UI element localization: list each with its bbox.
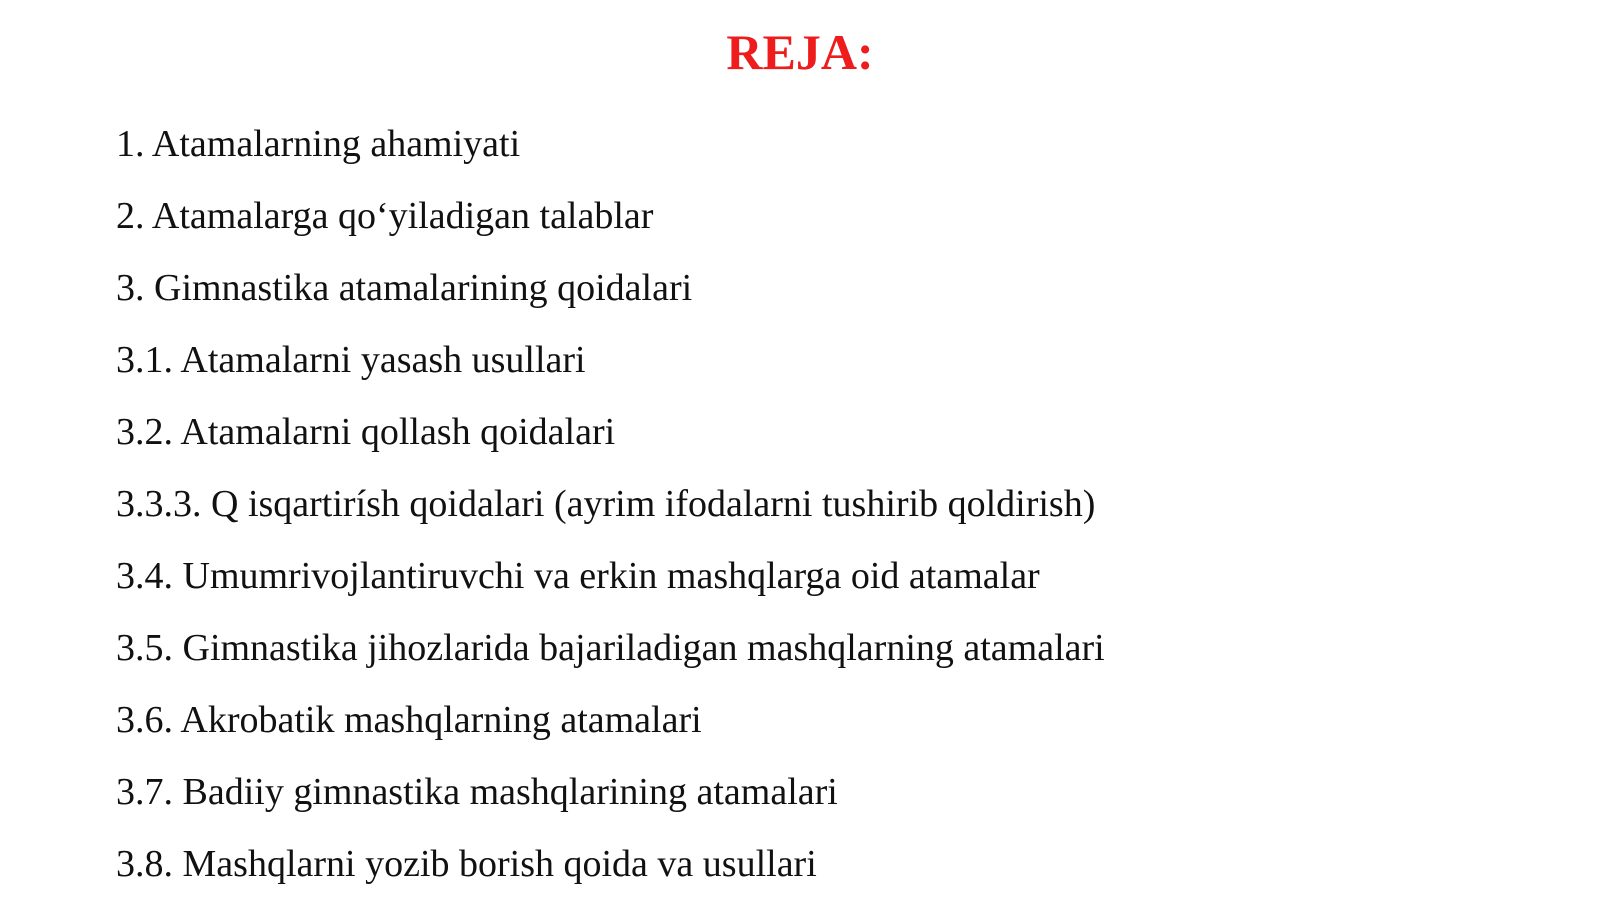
plan-item: 3.8. Mashqlarni yozib borish qoida va usullari <box>116 843 817 885</box>
plan-item: 3.5. Gimnastika jihozlarida bajariladigan mashqlarning atamalari <box>116 627 1105 669</box>
plan-item: 3.2. Atamalarni qollash qoidalari <box>116 411 616 453</box>
plan-item: 3.3.3. Q isqartirísh qoidalari (ayrim ifodalarni tushirib qoldirish) <box>116 483 1096 525</box>
slide-title: REJA: <box>726 24 874 80</box>
plan-item: 3.7. Badiiy gimnastika mashqlarining atamalari <box>116 771 838 813</box>
plan-item: 3.6. Akrobatik mashqlarning atamalari <box>116 699 702 741</box>
plan-item: 2. Atamalarga qo‘yiladigan talablar <box>116 195 654 237</box>
plan-item: 3.4. Umumrivojlantiruvchi va erkin mashqlarga oid atamalar <box>116 555 1040 597</box>
plan-item: 3.1. Atamalarni yasash usullari <box>116 339 586 381</box>
plan-item: 1. Atamalarning ahamiyati <box>116 123 521 165</box>
plan-item: 3. Gimnastika atamalarining qoidalari <box>116 267 693 309</box>
plan-list <box>116 108 1105 900</box>
